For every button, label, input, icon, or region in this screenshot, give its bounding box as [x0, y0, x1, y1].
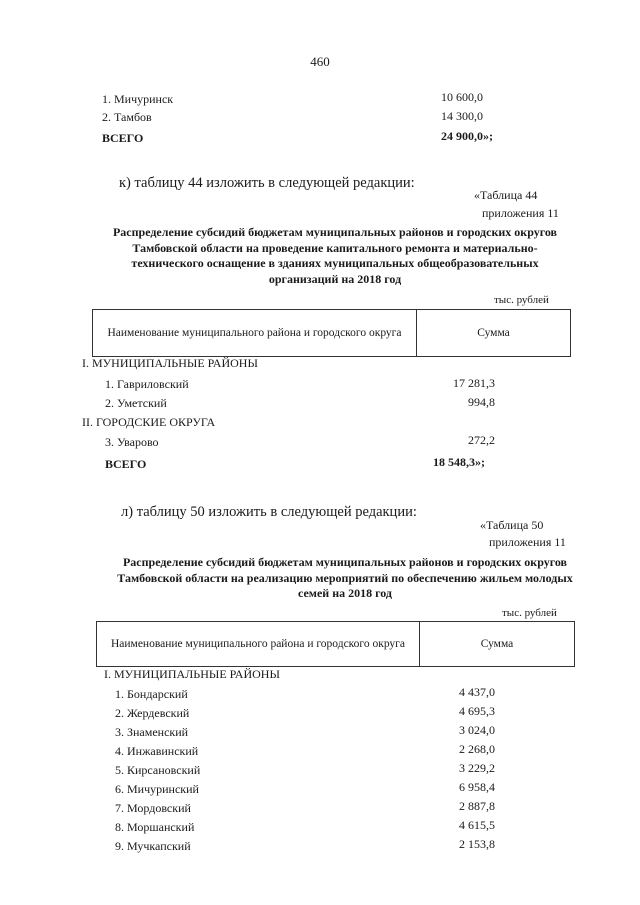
table-row-value: 4 615,5 — [459, 818, 495, 832]
instruction-k: к) таблицу 44 изложить в следующей редакции: — [119, 175, 415, 191]
table-row-value: 994,8 — [468, 395, 495, 409]
total-label: ВСЕГО — [105, 457, 147, 471]
table-row-label: 6. Мичуринский — [115, 782, 199, 796]
total-value: 24 900,0»; — [441, 129, 493, 143]
table-row-label: 4. Инжавинский — [115, 744, 199, 758]
table-row-label: 2. Уметский — [105, 396, 167, 410]
units-label: тыс. рублей — [494, 294, 549, 306]
table-title-l: Распределение субсидий бюджетам муниципальных районов и городских округов Тамбовской области на реализацию мероприятий по обеспечению жильем молодых семей на 2018 год — [117, 555, 573, 600]
column-header-name: Наименование муниципального района и городского округа — [107, 327, 402, 339]
table-header-k — [92, 309, 571, 357]
table-row-label: 2. Жердевский — [115, 706, 190, 720]
table-row-value: 4 437,0 — [459, 685, 495, 699]
table-row-label: 3. Уварово — [105, 435, 159, 449]
table-ref-line1: «Таблица 44 — [474, 188, 538, 202]
group-heading: I. МУНИЦИПАЛЬНЫЕ РАЙОНЫ — [104, 667, 280, 681]
table-ref-line2: приложения 11 — [482, 206, 559, 220]
group-heading: II. ГОРОДСКИЕ ОКРУГА — [82, 415, 216, 429]
page-number: 460 — [310, 54, 330, 69]
table-row-label: 7. Мордовский — [115, 801, 191, 815]
units-label: тыс. рублей — [502, 607, 557, 619]
table-row-value: 3 229,2 — [459, 761, 495, 775]
column-header-name: Наименование муниципального района и городского округа — [110, 638, 405, 650]
list-item-label: 2. Тамбов — [102, 110, 152, 124]
table-row-value: 2 887,8 — [459, 799, 495, 813]
table-header-l — [96, 621, 575, 667]
total-value: 18 548,3»; — [433, 455, 485, 469]
column-header-sum: Сумма — [480, 638, 514, 650]
table-ref-line2: приложения 11 — [489, 535, 566, 549]
table-row-value: 2 268,0 — [459, 742, 495, 756]
table-row-value: 6 958,4 — [459, 780, 495, 794]
table-row-value: 272,2 — [468, 433, 495, 447]
column-header-sum: Сумма — [477, 327, 510, 339]
table-row-label: 3. Знаменский — [115, 725, 189, 739]
group-heading: I. МУНИЦИПАЛЬНЫЕ РАЙОНЫ — [82, 356, 258, 370]
table-title-k: Распределение субсидий бюджетам муниципальных районов и городских округов Тамбовской области на проведение капитального ремонта и материально-технического оснащение в зданиях муниципальных общеобразовательных организаций на 2018 год — [112, 225, 558, 286]
instruction-l: л) таблицу 50 изложить в следующей редакции: — [121, 504, 417, 520]
list-item-value: 14 300,0 — [441, 109, 483, 123]
list-item-value: 10 600,0 — [441, 90, 483, 104]
table-row-label: 8. Моршанский — [115, 820, 195, 834]
table-row-value: 17 281,3 — [453, 376, 495, 390]
table-row-value: 4 695,3 — [459, 704, 495, 718]
table-row-label: 1. Гавриловский — [105, 377, 189, 391]
list-item-label: 1. Мичуринск — [102, 92, 174, 106]
table-row-label: 9. Мучкапский — [115, 839, 191, 853]
table-row-value: 3 024,0 — [459, 723, 495, 737]
table-ref-line1: «Таблица 50 — [480, 518, 544, 532]
table-row-label: 1. Бондарский — [115, 687, 188, 701]
table-row-label: 5. Кирсановский — [115, 763, 201, 777]
table-row-value: 2 153,8 — [459, 837, 495, 851]
total-label: ВСЕГО — [102, 131, 144, 145]
